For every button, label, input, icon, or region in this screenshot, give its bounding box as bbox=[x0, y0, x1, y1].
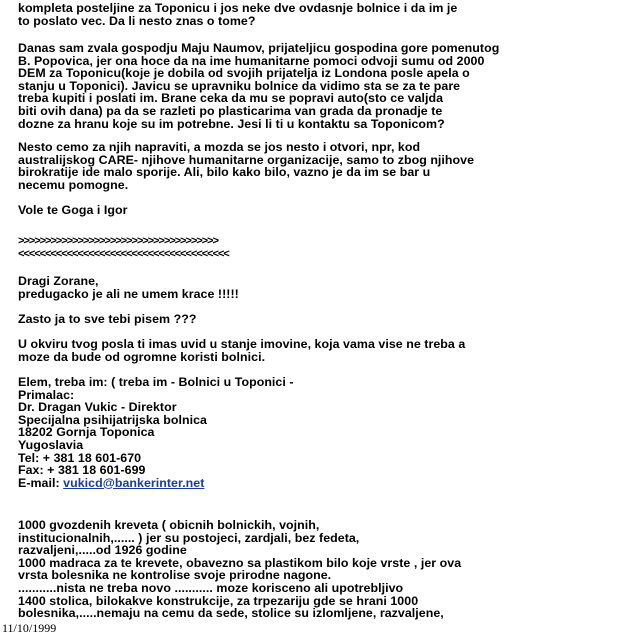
needs-list bbox=[18, 519, 628, 620]
recipient-email-line bbox=[18, 477, 628, 490]
paragraph-bedding bbox=[18, 2, 628, 27]
recipient-fax: Fax: + 381 18 601-699 bbox=[18, 463, 146, 478]
text-line: Zasto ja to sve tebi pisem ??? bbox=[18, 312, 197, 326]
text-line: treba kupiti i poslati im. Brane ceka da mu se popravi auto(sto ce valjda bbox=[18, 91, 444, 106]
recipient-postal: 18202 Gornja Toponica bbox=[18, 425, 155, 440]
text-line: U okviru tvog posla ti imas uvid u stanje imovine, koja vama vise ne treba a bbox=[18, 337, 466, 351]
recipient-institution: Specijalna psihijatrijska bolnica bbox=[18, 412, 207, 427]
recipient-country: Yugoslavia bbox=[18, 437, 84, 452]
text-line: predugacko je ali ne umem krace !!!!! bbox=[18, 286, 239, 301]
recipient-tel: Tel: + 381 18 601-670 bbox=[18, 450, 142, 465]
text-line: australijskog CARE- njihove humanitarne organizacije, samo to zbog njihove bbox=[18, 152, 475, 167]
text-line: kompleta posteljine za Toponicu i jos neke dve ovdasnje bolnice i da im je bbox=[18, 1, 458, 15]
text-line: birokratije ide malo sporije. Ali, bilo kako bilo, vazno je da im se bar u bbox=[18, 165, 431, 180]
contact-intro: Elem, treba im: ( treba im - Bolnici u Toponici - bbox=[18, 375, 294, 389]
text-line: Danas sam zvala gospodju Maju Naumov, prijateljicu gospodina gore pomenutog bbox=[18, 41, 500, 55]
text-line: B. Popovica, jer ona hoce da na ime humanitarne pomoci odvoji sumu od 2000 bbox=[18, 53, 485, 68]
signature bbox=[18, 204, 628, 217]
recipient-label: Primalac: bbox=[18, 387, 75, 402]
footer-date: 11/10/1999 bbox=[2, 621, 57, 635]
contact-block bbox=[18, 376, 628, 489]
text-line: bolesnika,.....nemaju na cemu da sede, stolice su izlomljene, razvaljene, bbox=[18, 606, 444, 621]
paragraph-assets bbox=[18, 338, 628, 363]
text-line: Vole te Goga i Igor bbox=[18, 203, 128, 217]
text-line: biti ovih dana) pa da se razleti po plasticarima van grada da pronadje te bbox=[18, 103, 443, 118]
greeting bbox=[18, 275, 628, 300]
paragraph-care bbox=[18, 141, 628, 191]
text-line: 1000 gvozdenih kreveta ( obicnih bolnickih, vojnih, bbox=[18, 518, 320, 532]
question bbox=[18, 313, 628, 326]
text-line: 1000 madraca za te krevete, obavezno sa plastikom bilo koje vrste , jer ova bbox=[18, 555, 462, 570]
text-line: Nesto cemo za njih napraviti, a mozda se jos nesto i otvori, npr, kod bbox=[18, 140, 421, 154]
text-line: to poslato vec. Da li nesto znas o tome? bbox=[18, 13, 256, 28]
email-link[interactable]: vukicd@bankerinter.net bbox=[63, 475, 205, 490]
text-line: necemu pomogne. bbox=[18, 177, 129, 192]
text-line: dozne za hranu koje su im potrebne. Jesi li ti u kontaktu sa Toponicom? bbox=[18, 116, 445, 131]
text-line: vrsta bolesnika ne kontrolise svoje prirodne nagone. bbox=[18, 568, 332, 583]
text-line: stanju u Toponici). Javicu se upravniku bolnice da vidimo sta se za te pare bbox=[18, 78, 461, 93]
email-label: E-mail: bbox=[18, 475, 64, 490]
text-line: Dragi Zorane, bbox=[18, 274, 99, 288]
text-line: razvaljeni,.....od 1926 godine bbox=[18, 543, 187, 558]
separator-back: <<<<<<<<<<<<<<<<<<<<<<<<<<<<<<<<<<<<<<< bbox=[18, 249, 229, 261]
text-line: DEM za Toponicu(koje je dobila od svojih prijatelja iz Londona posle apela o bbox=[18, 66, 470, 81]
separator-forward: >>>>>>>>>>>>>>>>>>>>>>>>>>>>>>>>>>>>> bbox=[18, 236, 218, 248]
text-line: ...........nista ne treba novo ........... moze korisceno ali upotrebljivo bbox=[18, 580, 404, 595]
recipient-name: Dr. Dragan Vukic - Direktor bbox=[18, 400, 177, 415]
text-line: 1400 stolica, bilokakve konstrukcije, za trpezariju gde se hrani 1000 bbox=[18, 593, 419, 608]
text-line: moze da bude od ogromne koristi bolnici. bbox=[18, 349, 266, 364]
paragraph-maja-naumov bbox=[18, 42, 628, 130]
text-line: institucionalnih,...... ) jer su postojeci, zardjali, bez fedeta, bbox=[18, 530, 360, 545]
